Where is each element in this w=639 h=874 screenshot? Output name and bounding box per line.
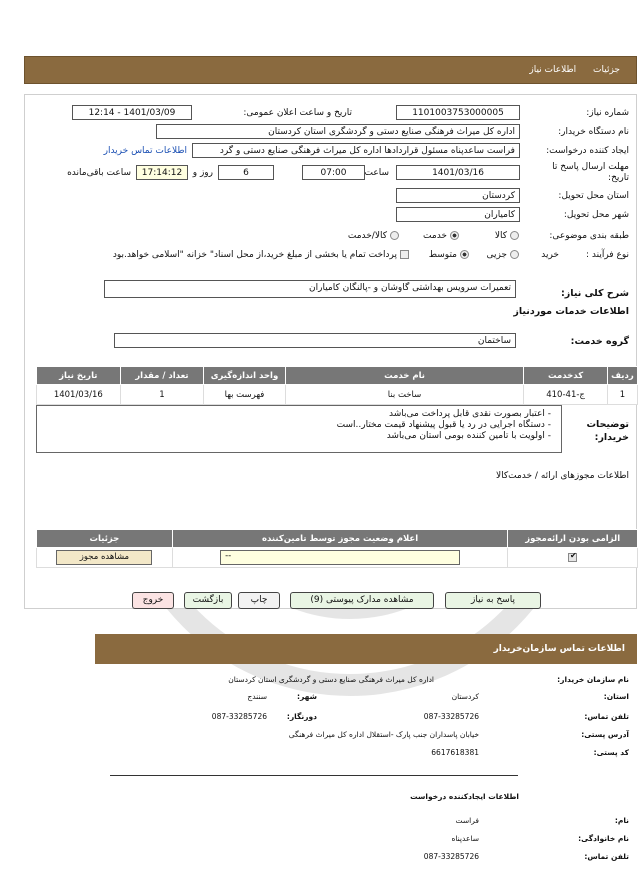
proc-medium-radio[interactable] (460, 250, 469, 259)
cat-service-option[interactable]: خدمت (423, 231, 459, 241)
notes-line-3: - اولویت با تامین کننده بومی استان می‌باشد (386, 431, 551, 441)
contact-phone-label: تلفن تماس: (584, 712, 629, 721)
permits-title: اطلاعات مجوزهای ارائه / خدمت‌کالا (495, 471, 629, 481)
proc-medium-option[interactable]: متوسط (429, 250, 469, 260)
row-date: 1401/03/16 (37, 385, 121, 405)
permit-required-checkbox: ✔ (570, 550, 577, 560)
need-number-label: شماره نیاز: (586, 108, 629, 118)
remaining-time-field: 17:14:12 (136, 165, 188, 180)
need-number-field: 1101003753000005 (396, 105, 520, 120)
days-field: 6 (218, 165, 274, 180)
summary-field: تعمیرات سرویس بهداشتی گاوشان و -پالنگان کامیاران (104, 280, 516, 298)
payment-checkbox[interactable] (400, 250, 409, 259)
services-table (36, 366, 638, 405)
notes-box (36, 405, 562, 453)
services-table-header (37, 367, 638, 385)
col-permit-status: اعلام وضعیت مجوز توسط تامین‌کننده (172, 530, 508, 548)
deadline-date-field: 1401/03/16 (396, 165, 520, 180)
service-group-field: ساختمان (114, 333, 516, 348)
buyer-contact-link[interactable]: اطلاعات تماس خریدار (103, 146, 187, 156)
cat-goods-radio[interactable] (510, 231, 519, 240)
creator-info-title: اطلاعات ایجادکننده درخواست (410, 792, 519, 801)
col-qty: تعداد / مقدار (120, 367, 204, 385)
exit-button[interactable]: خروج (132, 592, 174, 609)
proc-partial-radio[interactable] (510, 250, 519, 259)
category-label: طبقه بندی موضوعی: (549, 231, 629, 241)
summary-label: شرح کلی نیاز: (560, 288, 629, 299)
back-button[interactable]: بازگشت (184, 592, 232, 609)
col-date: تاریخ نیاز (37, 367, 121, 385)
contact-postal-label: کد پستی: (593, 748, 629, 757)
creator-field: فراست ساعدپناه مسئول قراردادها اداره کل میراث فرهنگی صنایع دستی و گرد (192, 143, 520, 158)
proc-partial-option[interactable]: جزیی (486, 250, 519, 260)
contact-city-value: سنندج (247, 692, 267, 701)
remaining-label: ساعت باقی‌مانده (67, 168, 131, 178)
contact-fax-label: دورنگار: (286, 712, 317, 721)
col-unit: واحد اندازه‌گیری (204, 367, 286, 385)
permit-status-field[interactable]: -- (220, 550, 460, 565)
contact-province-value: کردستان (451, 692, 479, 701)
contact-fax-value: 087-33285726 (211, 712, 267, 721)
announce-field: 1401/03/09 - 12:14 (72, 105, 192, 120)
row-code: ج-41-410 (524, 385, 608, 405)
deadline-time-label: ساعت (364, 168, 389, 178)
breadcrumb (515, 65, 620, 75)
attachments-button[interactable]: مشاهده مدارک پیوستی (9) (290, 592, 434, 609)
notes-line-1: - اعتبار بصورت نقدی قابل پرداخت می‌باشد (389, 409, 551, 419)
contact-city-label: شهر: (297, 692, 317, 701)
creator-phone-label: تلفن تماس: (584, 852, 629, 861)
creator-family-label: نام خانوادگی: (578, 834, 629, 843)
city-label: شهر محل تحویل: (563, 210, 629, 220)
contact-org-value: اداره کل میراث فرهنگی صنایع دستی و گردشگری استان کردستان (228, 675, 434, 684)
payment-note: پرداخت تمام یا بخشی از مبلغ خرید،از محل اسناد" خزانه "اسلامی خواهد.بود (113, 250, 409, 260)
header-bar (24, 56, 637, 84)
notes-label: توضیحات خریدار: (586, 419, 629, 443)
city-field: کامیاران (396, 207, 520, 222)
col-name: نام خدمت (285, 367, 524, 385)
contact-province-label: استان: (603, 692, 629, 701)
creator-name-label: نام: (614, 816, 629, 825)
contact-postal-value: 6617618381 (431, 748, 479, 757)
contact-header: اطلاعات تماس سازمان‌خریدار (95, 634, 637, 664)
permits-table-header (37, 530, 638, 548)
creator-name-value: فراست (455, 816, 479, 825)
cat-goods-option[interactable]: کالا (495, 231, 519, 241)
breadcrumb-current: اطلاعات نیاز (529, 65, 577, 75)
contact-address-label: آدرس پستی: (581, 730, 629, 739)
col-index: ردیف (607, 367, 637, 385)
breadcrumb-home[interactable]: جزئیات (593, 65, 620, 75)
province-field: کردستان (396, 188, 520, 203)
cat-service-radio[interactable] (450, 231, 459, 240)
contact-phone-value: 087-33285726 (423, 712, 479, 721)
process-label: نوع فرآیند : (586, 250, 629, 260)
services-title: اطلاعات خدمات موردنیاز (513, 306, 629, 317)
col-permit-details: جزئیات (37, 530, 173, 548)
row-unit: فهرست بها (204, 385, 286, 405)
reply-button[interactable]: پاسخ به نیاز (445, 592, 541, 609)
row-qty: 1 (120, 385, 204, 405)
row-name: ساخت بنا (285, 385, 524, 405)
contact-divider (110, 775, 518, 776)
contact-org-label: نام سازمان خریدار: (557, 675, 629, 684)
notes-line-2: - دستگاه اجرایی در رد یا قبول پیشنهاد قیمت مختار..است (336, 420, 551, 430)
deadline-time-field: 07:00 (302, 165, 365, 180)
buyer-org-label: نام دستگاه خریدار: (558, 127, 629, 137)
view-permit-button[interactable]: مشاهده مجوز (56, 550, 152, 565)
deadline-label: مهلت ارسال پاسخ تا تاریخ: (552, 162, 629, 183)
col-permit-required: الزامی بودن ارائه‌مجوز (508, 530, 638, 548)
creator-label: ایجاد کننده درخواست: (546, 146, 629, 156)
permits-table (36, 529, 638, 568)
cat-both-radio[interactable] (390, 231, 399, 240)
proc-buy-text: خرید (541, 250, 559, 260)
table-row (37, 385, 638, 405)
creator-phone-value: 087-33285726 (423, 852, 479, 861)
province-label: استان محل تحویل: (558, 191, 629, 201)
buyer-org-field: اداره کل میراث فرهنگی صنایع دستی و گردشگری استان کردستان (156, 124, 520, 139)
announce-label: تاریخ و ساعت اعلان عمومی: (243, 108, 352, 118)
service-group-label: گروه خدمت: (570, 336, 629, 347)
contact-address-value: خیابان پاسداران جنب پارک -استقلال اداره کل میراث فرهنگی (288, 730, 479, 739)
table-row (37, 548, 638, 568)
col-code: کدخدمت (524, 367, 608, 385)
row-index: 1 (607, 385, 637, 405)
print-button[interactable]: چاپ (238, 592, 280, 609)
day-label: روز و (192, 168, 213, 178)
cat-both-option[interactable]: کالا/خدمت (348, 231, 399, 241)
creator-family-value: ساعدپناه (451, 834, 479, 843)
